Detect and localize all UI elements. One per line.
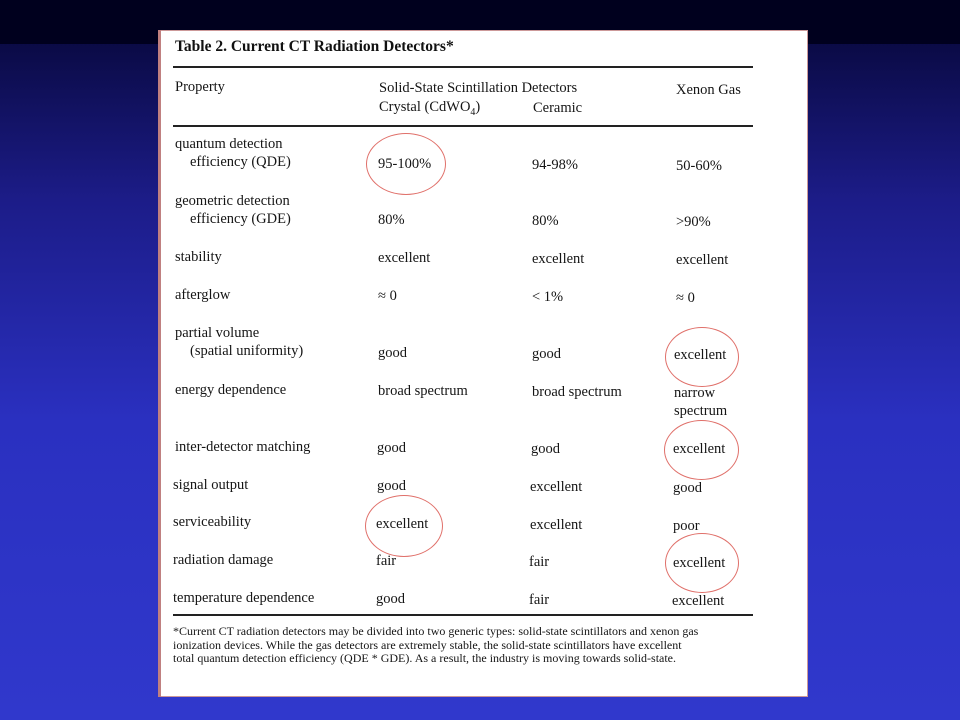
ceramic-value: broad spectrum: [532, 384, 622, 400]
xenon-value: excellent: [672, 593, 725, 609]
highlight-circle-crystal-serviceability: [365, 495, 443, 557]
header-ceramic: Ceramic: [533, 100, 583, 116]
row-property: quantum detection: [175, 136, 283, 152]
crystal-value: good: [377, 478, 406, 494]
ceramic-value: 80%: [532, 213, 559, 229]
highlight-circle-xenon-partial-volume: [665, 327, 739, 387]
ceramic-value: excellent: [530, 517, 583, 533]
footnote-line: ionization devices. While the gas detectors are extremely stable, the solid-state scintillators have excellent: [173, 637, 682, 652]
crystal-value: 95-100%: [378, 156, 432, 172]
xenon-value-cont: spectrum: [674, 403, 728, 419]
xenon-value: excellent: [673, 441, 726, 457]
xenon-value: excellent: [676, 252, 729, 268]
row-property: temperature dependence: [173, 590, 315, 606]
page-edge: [158, 30, 161, 697]
xenon-value: excellent: [674, 347, 727, 363]
xenon-value: >90%: [676, 214, 711, 230]
crystal-value: excellent: [378, 250, 431, 266]
row-property: afterglow: [175, 287, 231, 303]
header-xenon: Xenon Gas: [676, 82, 741, 98]
row-property: signal output: [173, 477, 249, 493]
crystal-value: good: [377, 440, 406, 456]
xenon-value: narrow: [674, 385, 716, 401]
row-property: energy dependence: [175, 382, 287, 398]
footnote-line: *Current CT radiation detectors may be divided into two generic types: solid-state scintillators and xenon gas: [173, 624, 699, 638]
row-property: geometric detection: [175, 193, 290, 209]
footnote-line: total quantum detection efficiency (QDE * GDE). As a result, the industry is moving towards solid-state.: [173, 651, 677, 665]
xenon-value: poor: [673, 518, 700, 534]
crystal-value: good: [376, 591, 405, 607]
crystal-value: ≈ 0: [378, 288, 397, 304]
header-rule: [173, 125, 753, 127]
crystal-value: excellent: [376, 516, 429, 532]
xenon-value: 50-60%: [676, 158, 722, 174]
ceramic-value: excellent: [532, 251, 585, 267]
highlight-circle-xenon-matching: [664, 420, 739, 480]
row-property: stability: [175, 249, 222, 265]
row-property: partial volume: [175, 325, 260, 341]
table-footnote: [173, 625, 773, 666]
row-property-cont: (spatial uniformity): [190, 343, 304, 359]
ceramic-value: good: [532, 346, 561, 362]
crystal-value: broad spectrum: [378, 383, 468, 399]
bottom-rule: [173, 614, 753, 616]
header-solid-state: Solid-State Scintillation Detectors: [379, 80, 578, 96]
crystal-value: 80%: [378, 212, 405, 228]
header-crystal: Crystal (CdWO$_4$): [379, 99, 481, 118]
row-property-cont: efficiency (QDE): [190, 154, 291, 170]
highlight-circle-crystal-qde: [366, 133, 446, 195]
ceramic-value: fair: [529, 554, 550, 570]
ceramic-value: good: [531, 441, 560, 457]
row-property-cont: efficiency (GDE): [190, 211, 291, 227]
scanned-table-page: [158, 30, 808, 697]
crystal-value: fair: [376, 553, 397, 569]
header-property: Property: [175, 79, 225, 95]
ceramic-value: fair: [529, 592, 550, 608]
xenon-value: good: [673, 480, 702, 496]
xenon-value: ≈ 0: [676, 290, 695, 306]
ceramic-value: excellent: [530, 479, 583, 495]
row-property: radiation damage: [173, 552, 274, 568]
crystal-value: good: [378, 345, 407, 361]
row-property: serviceability: [173, 514, 252, 530]
highlight-circle-xenon-radiation: [665, 533, 739, 593]
ceramic-value: < 1%: [532, 289, 564, 305]
table-title: Table 2. Current CT Radiation Detectors*: [175, 38, 454, 55]
row-property: inter-detector matching: [175, 439, 311, 455]
xenon-value: excellent: [673, 555, 726, 571]
ceramic-value: 94-98%: [532, 157, 578, 173]
top-rule: [173, 66, 753, 68]
